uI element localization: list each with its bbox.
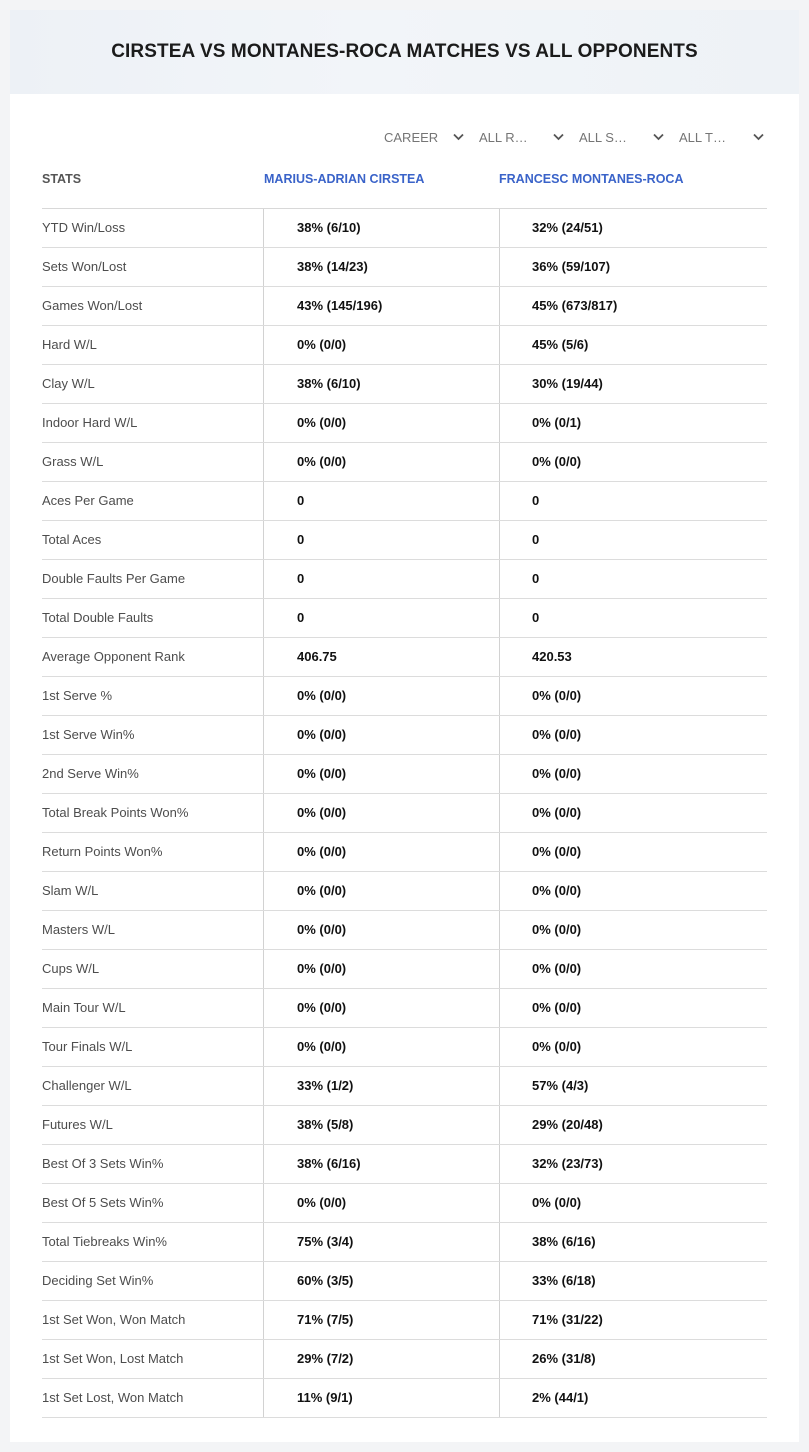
player2-stat-value: 0% (0/0) bbox=[499, 833, 767, 871]
player1-stat-value: 11% (9/1) bbox=[263, 1379, 499, 1417]
player1-stat-value: 0% (0/0) bbox=[263, 833, 499, 871]
table-row bbox=[42, 794, 767, 833]
stats-column-header: STATS bbox=[42, 172, 82, 186]
stat-label: Aces Per Game bbox=[42, 493, 134, 508]
stat-label: Total Aces bbox=[42, 532, 102, 547]
player1-stat-value: 75% (3/4) bbox=[263, 1223, 499, 1261]
player2-stat-value: 32% (24/51) bbox=[499, 209, 767, 247]
player1-column-header[interactable]: MARIUS-ADRIAN CIRSTEA bbox=[264, 172, 425, 186]
player1-stat-value: 0% (0/0) bbox=[263, 1184, 499, 1222]
player2-stat-value: 0 bbox=[499, 599, 767, 637]
player1-stat-value: 0% (0/0) bbox=[263, 911, 499, 949]
stat-label: Indoor Hard W/L bbox=[42, 415, 138, 430]
table-row bbox=[42, 404, 767, 443]
table-row bbox=[42, 248, 767, 287]
stat-label: Deciding Set Win% bbox=[42, 1273, 154, 1288]
round-filter-value: ALL R… bbox=[479, 129, 528, 145]
stat-label: Average Opponent Rank bbox=[42, 649, 185, 664]
table-row bbox=[42, 1145, 767, 1184]
stat-label: Grass W/L bbox=[42, 454, 104, 469]
chevron-down-icon bbox=[452, 131, 464, 143]
stat-label: Hard W/L bbox=[42, 337, 97, 352]
stat-label: 1st Serve % bbox=[42, 688, 113, 703]
player2-stat-value: 36% (59/107) bbox=[499, 248, 767, 286]
surface-filter-select[interactable] bbox=[579, 126, 664, 148]
table-row bbox=[42, 950, 767, 989]
player2-stat-value: 0% (0/0) bbox=[499, 794, 767, 832]
tournament-filter-value: ALL T… bbox=[679, 129, 726, 145]
player2-stat-value: 57% (4/3) bbox=[499, 1067, 767, 1105]
table-row bbox=[42, 443, 767, 482]
stat-label: Masters W/L bbox=[42, 922, 115, 937]
player2-stat-value: 0 bbox=[499, 560, 767, 598]
table-row bbox=[42, 482, 767, 521]
stat-label: Double Faults Per Game bbox=[42, 571, 186, 586]
player1-stat-value: 0% (0/0) bbox=[263, 716, 499, 754]
player1-stat-value: 0% (0/0) bbox=[263, 989, 499, 1027]
page-title: CIRSTEA VS MONTANES-ROCA MATCHES VS ALL OPPONENTS bbox=[111, 41, 698, 62]
player1-stat-value: 71% (7/5) bbox=[263, 1301, 499, 1339]
table-row bbox=[42, 716, 767, 755]
stat-label: Main Tour W/L bbox=[42, 1000, 126, 1015]
player2-stat-value: 29% (20/48) bbox=[499, 1106, 767, 1144]
player2-stat-value: 0% (0/1) bbox=[499, 404, 767, 442]
chevron-down-icon bbox=[652, 131, 664, 143]
stat-label: 1st Set Won, Won Match bbox=[42, 1312, 186, 1327]
player1-stat-value: 0% (0/0) bbox=[263, 404, 499, 442]
player1-stat-value: 38% (6/10) bbox=[263, 209, 499, 247]
player2-stat-value: 32% (23/73) bbox=[499, 1145, 767, 1183]
player1-stat-value: 38% (14/23) bbox=[263, 248, 499, 286]
stats-card bbox=[10, 10, 799, 1442]
player2-stat-value: 33% (6/18) bbox=[499, 1262, 767, 1300]
table-row bbox=[42, 1340, 767, 1379]
table-row bbox=[42, 287, 767, 326]
player2-stat-value: 0% (0/0) bbox=[499, 755, 767, 793]
player1-stat-value: 0% (0/0) bbox=[263, 326, 499, 364]
table-row bbox=[42, 209, 767, 248]
player2-stat-value: 0% (0/0) bbox=[499, 1184, 767, 1222]
table-row bbox=[42, 521, 767, 560]
stat-label: Sets Won/Lost bbox=[42, 259, 127, 274]
stat-label: Total Double Faults bbox=[42, 610, 154, 625]
filter-bar bbox=[10, 126, 799, 148]
player2-stat-value: 0% (0/0) bbox=[499, 950, 767, 988]
player1-stat-value: 0% (0/0) bbox=[263, 755, 499, 793]
player2-stat-value: 2% (44/1) bbox=[499, 1379, 767, 1417]
player2-stat-value: 0 bbox=[499, 521, 767, 559]
stat-label: Total Tiebreaks Win% bbox=[42, 1234, 167, 1249]
table-row bbox=[42, 989, 767, 1028]
stat-label: Best Of 3 Sets Win% bbox=[42, 1156, 164, 1171]
player2-stat-value: 0% (0/0) bbox=[499, 989, 767, 1027]
round-filter-select[interactable] bbox=[479, 126, 564, 148]
stat-label: Total Break Points Won% bbox=[42, 805, 189, 820]
player2-stat-value: 26% (31/8) bbox=[499, 1340, 767, 1378]
player1-stat-value: 0% (0/0) bbox=[263, 950, 499, 988]
stat-label: Futures W/L bbox=[42, 1117, 113, 1132]
chevron-down-icon bbox=[752, 131, 764, 143]
player1-stat-value: 0 bbox=[263, 560, 499, 598]
player1-stat-value: 60% (3/5) bbox=[263, 1262, 499, 1300]
table-row bbox=[42, 677, 767, 716]
table-header bbox=[42, 172, 767, 208]
tournament-filter-select[interactable] bbox=[679, 126, 764, 148]
player2-stat-value: 0% (0/0) bbox=[499, 716, 767, 754]
player2-stat-value: 38% (6/16) bbox=[499, 1223, 767, 1261]
stat-label: Clay W/L bbox=[42, 376, 95, 391]
player1-stat-value: 0% (0/0) bbox=[263, 872, 499, 910]
player1-stat-value: 0 bbox=[263, 599, 499, 637]
stat-label: Games Won/Lost bbox=[42, 298, 143, 313]
surface-filter-value: ALL S… bbox=[579, 129, 627, 145]
player1-stat-value: 38% (6/16) bbox=[263, 1145, 499, 1183]
stat-label: Best Of 5 Sets Win% bbox=[42, 1195, 164, 1210]
stats-table bbox=[42, 208, 767, 1418]
player1-stat-value: 0% (0/0) bbox=[263, 443, 499, 481]
table-row bbox=[42, 872, 767, 911]
table-row bbox=[42, 833, 767, 872]
table-row bbox=[42, 1106, 767, 1145]
player1-stat-value: 0 bbox=[263, 521, 499, 559]
chevron-down-icon bbox=[552, 131, 564, 143]
table-row bbox=[42, 326, 767, 365]
player2-stat-value: 30% (19/44) bbox=[499, 365, 767, 403]
player1-stat-value: 33% (1/2) bbox=[263, 1067, 499, 1105]
player2-stat-value: 0% (0/0) bbox=[499, 677, 767, 715]
table-row bbox=[42, 1067, 767, 1106]
stat-label: 1st Set Won, Lost Match bbox=[42, 1351, 184, 1366]
table-row bbox=[42, 1184, 767, 1223]
stat-label: 2nd Serve Win% bbox=[42, 766, 139, 781]
stat-label: Cups W/L bbox=[42, 961, 100, 976]
player1-stat-value: 0% (0/0) bbox=[263, 1028, 499, 1066]
table-row bbox=[42, 599, 767, 638]
table-row bbox=[42, 638, 767, 677]
player2-stat-value: 0 bbox=[499, 482, 767, 520]
stat-label: Return Points Won% bbox=[42, 844, 163, 859]
player2-stat-value: 45% (673/817) bbox=[499, 287, 767, 325]
player1-stat-value: 0% (0/0) bbox=[263, 794, 499, 832]
player2-column-header[interactable]: FRANCESC MONTANES-ROCA bbox=[499, 172, 684, 186]
player1-stat-value: 0% (0/0) bbox=[263, 677, 499, 715]
player2-stat-value: 45% (5/6) bbox=[499, 326, 767, 364]
player1-stat-value: 38% (6/10) bbox=[263, 365, 499, 403]
stat-label: 1st Set Lost, Won Match bbox=[42, 1390, 184, 1405]
player2-stat-value: 71% (31/22) bbox=[499, 1301, 767, 1339]
period-filter-select[interactable] bbox=[384, 126, 464, 148]
stat-label: Slam W/L bbox=[42, 883, 99, 898]
table-row bbox=[42, 1301, 767, 1340]
player2-stat-value: 0% (0/0) bbox=[499, 911, 767, 949]
player2-stat-value: 0% (0/0) bbox=[499, 872, 767, 910]
player2-stat-value: 420.53 bbox=[499, 638, 767, 676]
stat-label: YTD Win/Loss bbox=[42, 220, 126, 235]
player2-stat-value: 0% (0/0) bbox=[499, 443, 767, 481]
table-row bbox=[42, 1379, 767, 1418]
table-row bbox=[42, 365, 767, 404]
stat-label: 1st Serve Win% bbox=[42, 727, 135, 742]
table-row bbox=[42, 911, 767, 950]
player1-stat-value: 29% (7/2) bbox=[263, 1340, 499, 1378]
player1-stat-value: 0 bbox=[263, 482, 499, 520]
stat-label: Tour Finals W/L bbox=[42, 1039, 133, 1054]
table-row bbox=[42, 755, 767, 794]
table-row bbox=[42, 1223, 767, 1262]
player1-stat-value: 43% (145/196) bbox=[263, 287, 499, 325]
table-row bbox=[42, 1028, 767, 1067]
table-row bbox=[42, 560, 767, 599]
player1-stat-value: 406.75 bbox=[263, 638, 499, 676]
period-filter-value: CAREER bbox=[384, 129, 439, 145]
table-row bbox=[42, 1262, 767, 1301]
card-header bbox=[10, 10, 799, 94]
player2-stat-value: 0% (0/0) bbox=[499, 1028, 767, 1066]
stat-label: Challenger W/L bbox=[42, 1078, 132, 1093]
player1-stat-value: 38% (5/8) bbox=[263, 1106, 499, 1144]
